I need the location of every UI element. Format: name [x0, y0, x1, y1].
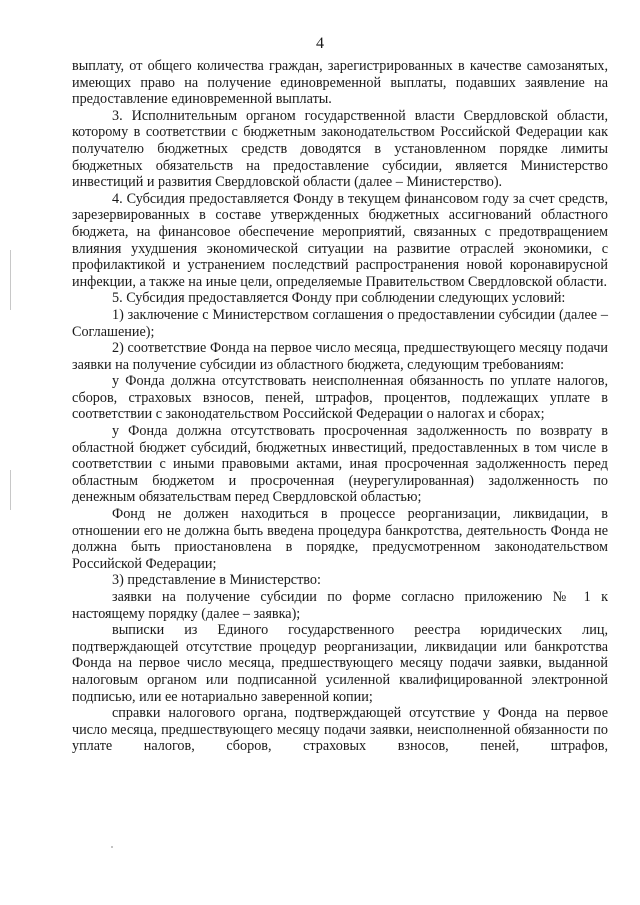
paragraph-registry-extract: выписки из Единого государственного реестра юридических лиц, подтверждающей отсутствие процедур реорганизации, ликвидации или банкротства Фонда на первое число месяца, предшествующего месяцу подачи заявки, выданной налоговым органом или подписанной усиленной квалифицированной электронной подписью, или ее нотариально заверенной копии; — [72, 622, 608, 705]
paragraph-clause-3: 3. Исполнительным органом государственной власти Свердловской области, которому в соответствии с бюджетным законодательством Российской Федерации как получателю бюджетных средств доводятся в установленном порядке лимиты бюджетных обязательств на предоставление субсидии, является Министерство инвестиций и развития Свердловской области (далее – Министерство). — [72, 107, 608, 191]
margin-mark — [10, 470, 11, 510]
paragraph-requirement-taxes: у Фонда должна отсутствовать неисполненная обязанность по уплате налогов, сборов, страховых взносов, пеней, штрафов, процентов, подлежащих уплате в соответствии с законодательством Российской Федерации о налогах и сборах; — [72, 373, 608, 423]
document-body — [72, 58, 608, 755]
scan-speck — [111, 846, 113, 848]
paragraph-requirement-reorganization: Фонд не должен находиться в процессе реорганизации, ликвидации, в отношении его не должна быть введена процедура банкротства, деятельность Фонда не должна быть приостановлена в порядке, предусмотренном законодательством Российской Федерации; — [72, 506, 608, 572]
paragraph-requirement-debts: у Фонда должна отсутствовать просроченная задолженность по возврату в областной бюджет субсидий, бюджетных инвестиций, предоставленных в том числе в соответствии с иными правовыми актами, иная просроченная задолженность перед областным бюджетом и просроченная (неурегулированная) задолженность по денежным обязательствам перед Свердловской областью; — [72, 423, 608, 506]
paragraph-tax-certificate: справки налогового органа, подтверждающей отсутствие у Фонда на первое число месяца, предшествующего месяцу подачи заявки, неисполненной обязанности по уплате налогов, сборов, страховых взносов, пеней, штрафов, — [72, 705, 608, 755]
paragraph-application: заявки на получение субсидии по форме согласно приложению № 1 к настоящему порядку (далее – заявка); — [72, 589, 608, 622]
paragraph-clause-4: 4. Субсидия предоставляется Фонду в текущем финансовом году за счет средств, зарезервированных в составе утвержденных бюджетных ассигнований областного бюджета, на финансовое обеспечение мероприятий, связанных с предотвращением влияния ухудшения экономической ситуации на развитие отраслей экономики, с профилактикой и устранением последствий распространения новой коронавирусной инфекции, а также на иные цели, определяемые Правительством Свердловской области. — [72, 190, 608, 290]
paragraph-clause-5: 5. Субсидия предоставляется Фонду при соблюдении следующих условий: — [112, 290, 566, 307]
page-number: 4 — [316, 35, 324, 52]
paragraph-condition-3: 3) представление в Министерство: — [112, 572, 321, 589]
margin-mark — [10, 250, 11, 310]
paragraph-condition-2: 2) соответствие Фонда на первое число месяца, предшествующего месяцу подачи заявки на получение субсидии из областного бюджета, следующим требованиям: — [72, 340, 608, 373]
paragraph-continuation: выплату, от общего количества граждан, зарегистрированных в качестве самозанятых, имеющих право на получение единовременной выплаты, подавших заявление на предоставление единовременной выплаты. — [72, 58, 608, 108]
paragraph-condition-1: 1) заключение с Министерством соглашения о предоставлении субсидии (далее – Соглашение); — [72, 306, 608, 340]
